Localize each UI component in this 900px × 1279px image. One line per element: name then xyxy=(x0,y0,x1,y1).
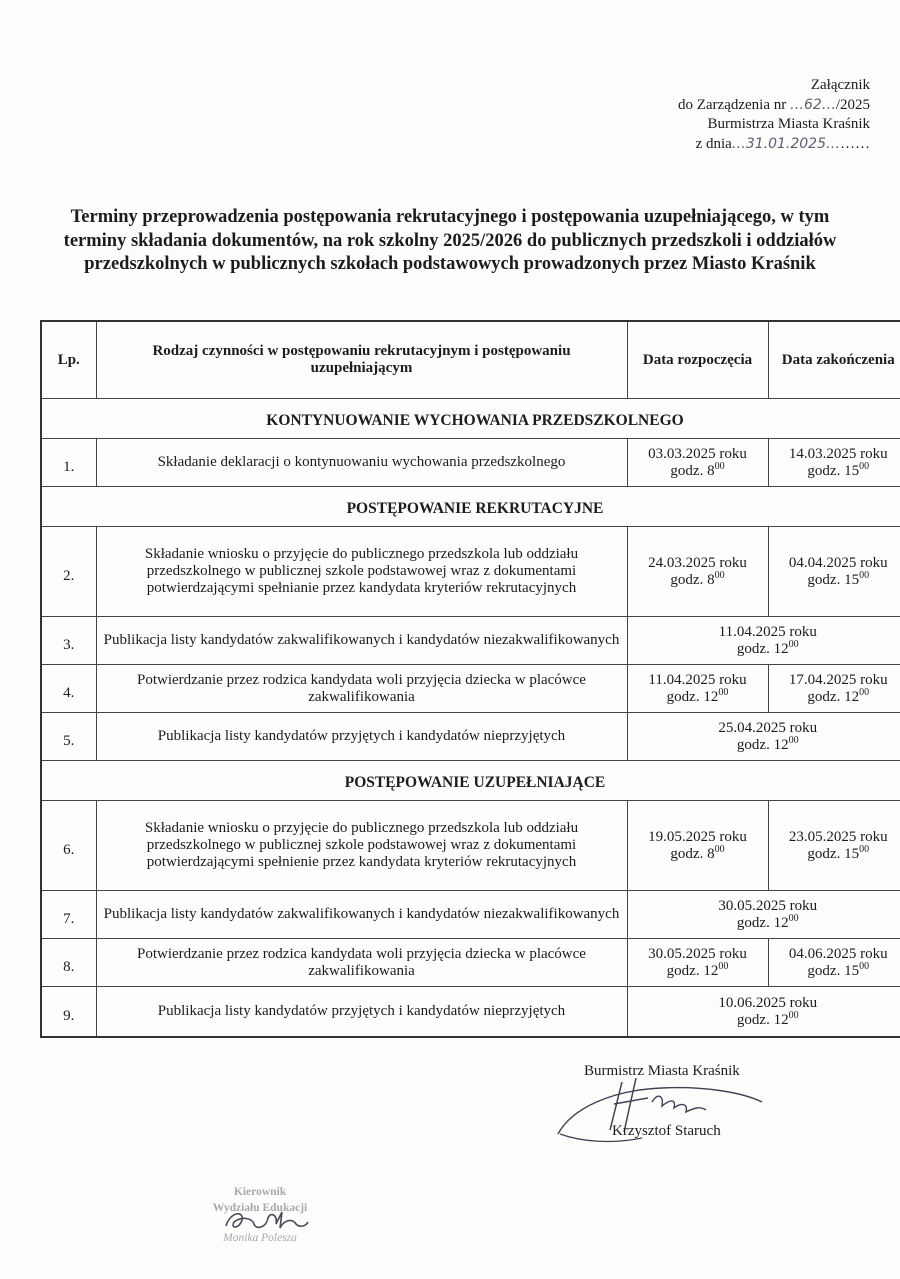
stamp-line-2: Wydziału Edukacji xyxy=(212,1202,308,1214)
table-row xyxy=(41,439,900,487)
row-date: 11.04.2025 roku godz. $12^{00}$ xyxy=(627,617,900,665)
header-activity: Rodzaj czynności w postępowaniu rekrutacyjnym i postępowaniu uzupełniającym xyxy=(96,321,627,399)
ordinance-date: …31.01.2025… xyxy=(731,135,840,152)
table-row xyxy=(41,527,900,617)
row-end: 23.05.2025 roku godz. $15^{00}$ xyxy=(768,801,900,891)
row-activity: Publikacja listy kandydatów zakwalifikowanych i kandydatów niezakwalifikowanych xyxy=(96,617,627,665)
table-row xyxy=(41,665,900,713)
signature-block xyxy=(584,1062,740,1139)
row-activity: Potwierdzanie przez rodzica kandydata woli przyjęcia dziecka w placówce zakwalifikowania xyxy=(96,665,627,713)
attachment-header xyxy=(678,76,870,154)
header-end-date: Data zakończenia xyxy=(768,321,900,399)
row-activity: Składanie deklaracji o kontynuowaniu wychowania przedszkolnego xyxy=(96,439,627,487)
header-start-date: Data rozpoczęcia xyxy=(627,321,768,399)
row-start: 03.03.2025 roku godz. $8^{00}$ xyxy=(627,439,768,487)
row-lp: 3. xyxy=(41,617,96,665)
schedule-table xyxy=(40,320,900,1038)
document-title: Terminy przeprowadzenia postępowania rekrutacyjnego i postępowania uzupełniającego, w tym terminy składania dokumentów, na rok szkolny 2025/2026 do publicznych przedszkoli i oddziałów przedszkolnych w publicznych szkołach podstawowych prowadzonych przez Miasto Kraśnik xyxy=(63,207,837,274)
row-start: 11.04.2025 roku godz. $12^{00}$ xyxy=(627,665,768,713)
row-date: 30.05.2025 roku godz. $12^{00}$ xyxy=(627,891,900,939)
section-row xyxy=(41,399,900,439)
table-row xyxy=(41,617,900,665)
row-end: 04.06.2025 roku godz. $15^{00}$ xyxy=(768,939,900,987)
row-lp: 7. xyxy=(41,891,96,939)
row-date: 10.06.2025 roku godz. $12^{00}$ xyxy=(627,987,900,1038)
section-row xyxy=(41,761,900,801)
row-lp: 4. xyxy=(41,665,96,713)
section-title: POSTĘPOWANIE REKRUTACYJNE xyxy=(41,487,900,527)
row-activity: Składanie wniosku o przyjęcie do publicznego przedszkola lub oddziału przedszkolnego w publicznej szkole podstawowej wraz z dokumentami potwierdzającymi spełnianie przez kandydata kryteriów rekrutacyjnych xyxy=(96,527,627,617)
ordinance-number-line: do Zarządzenia nr …62…/2025 xyxy=(677,96,870,113)
attachment-label: Załącznik xyxy=(810,77,870,93)
row-end: 17.04.2025 roku godz. $12^{00}$ xyxy=(768,665,900,713)
header-lp: Lp. xyxy=(41,321,96,399)
row-date: 25.04.2025 roku godz. $12^{00}$ xyxy=(627,713,900,761)
row-activity: Publikacja listy kandydatów przyjętych i kandydatów nieprzyjętych xyxy=(96,713,627,761)
row-lp: 6. xyxy=(41,801,96,891)
table-row xyxy=(41,987,900,1038)
section-row xyxy=(41,487,900,527)
row-lp: 2. xyxy=(41,527,96,617)
row-lp: 9. xyxy=(41,987,96,1038)
table-row xyxy=(41,939,900,987)
row-lp: 5. xyxy=(41,713,96,761)
row-start: 30.05.2025 roku godz. $12^{00}$ xyxy=(627,939,768,987)
row-start: 19.05.2025 roku godz. $8^{00}$ xyxy=(627,801,768,891)
row-end: 14.03.2025 roku godz. $15^{00}$ xyxy=(768,439,900,487)
ordinance-number: …62… xyxy=(790,96,836,113)
section-title: POSTĘPOWANIE UZUPEŁNIAJĄCE xyxy=(41,761,900,801)
row-lp: 8. xyxy=(41,939,96,987)
row-activity: Publikacja listy kandydatów zakwalifikowanych i kandydatów niezakwalifikowanych xyxy=(96,891,627,939)
signature-name: Krzysztof Staruch xyxy=(612,1123,721,1139)
row-lp: 1. xyxy=(41,439,96,487)
section-title: KONTYNUOWANIE WYCHOWANIA PRZEDSZKOLNEGO xyxy=(41,399,900,439)
table-row xyxy=(41,801,900,891)
row-end: 04.04.2025 roku godz. $15^{00}$ xyxy=(768,527,900,617)
signature-title: Burmistrz Miasta Kraśnik xyxy=(584,1063,740,1079)
stamp-name: Monika Polesza xyxy=(223,1232,297,1244)
department-head-handwritten-signature xyxy=(222,1208,312,1234)
issuer-line: Burmistrza Miasta Kraśnik xyxy=(707,116,870,132)
table-row xyxy=(41,891,900,939)
date-line: z dnia…31.01.2025……… xyxy=(695,135,870,152)
stamp-line-1: Kierownik xyxy=(233,1186,287,1198)
table-header-row xyxy=(41,321,900,399)
table-row xyxy=(41,713,900,761)
row-activity: Publikacja listy kandydatów przyjętych i kandydatów nieprzyjętych xyxy=(96,987,627,1038)
row-activity: Potwierdzanie przez rodzica kandydata woli przyjęcia dziecka w placówce zakwalifikowania xyxy=(96,939,627,987)
row-start: 24.03.2025 roku godz. $8^{00}$ xyxy=(627,527,768,617)
row-activity: Składanie wniosku o przyjęcie do publicznego przedszkola lub oddziału przedszkolnego w publicznej szkole podstawowej wraz z dokumentami potwierdzającymi spełnienie przez kandydata kryteriów rekrutacyjnych xyxy=(96,801,627,891)
